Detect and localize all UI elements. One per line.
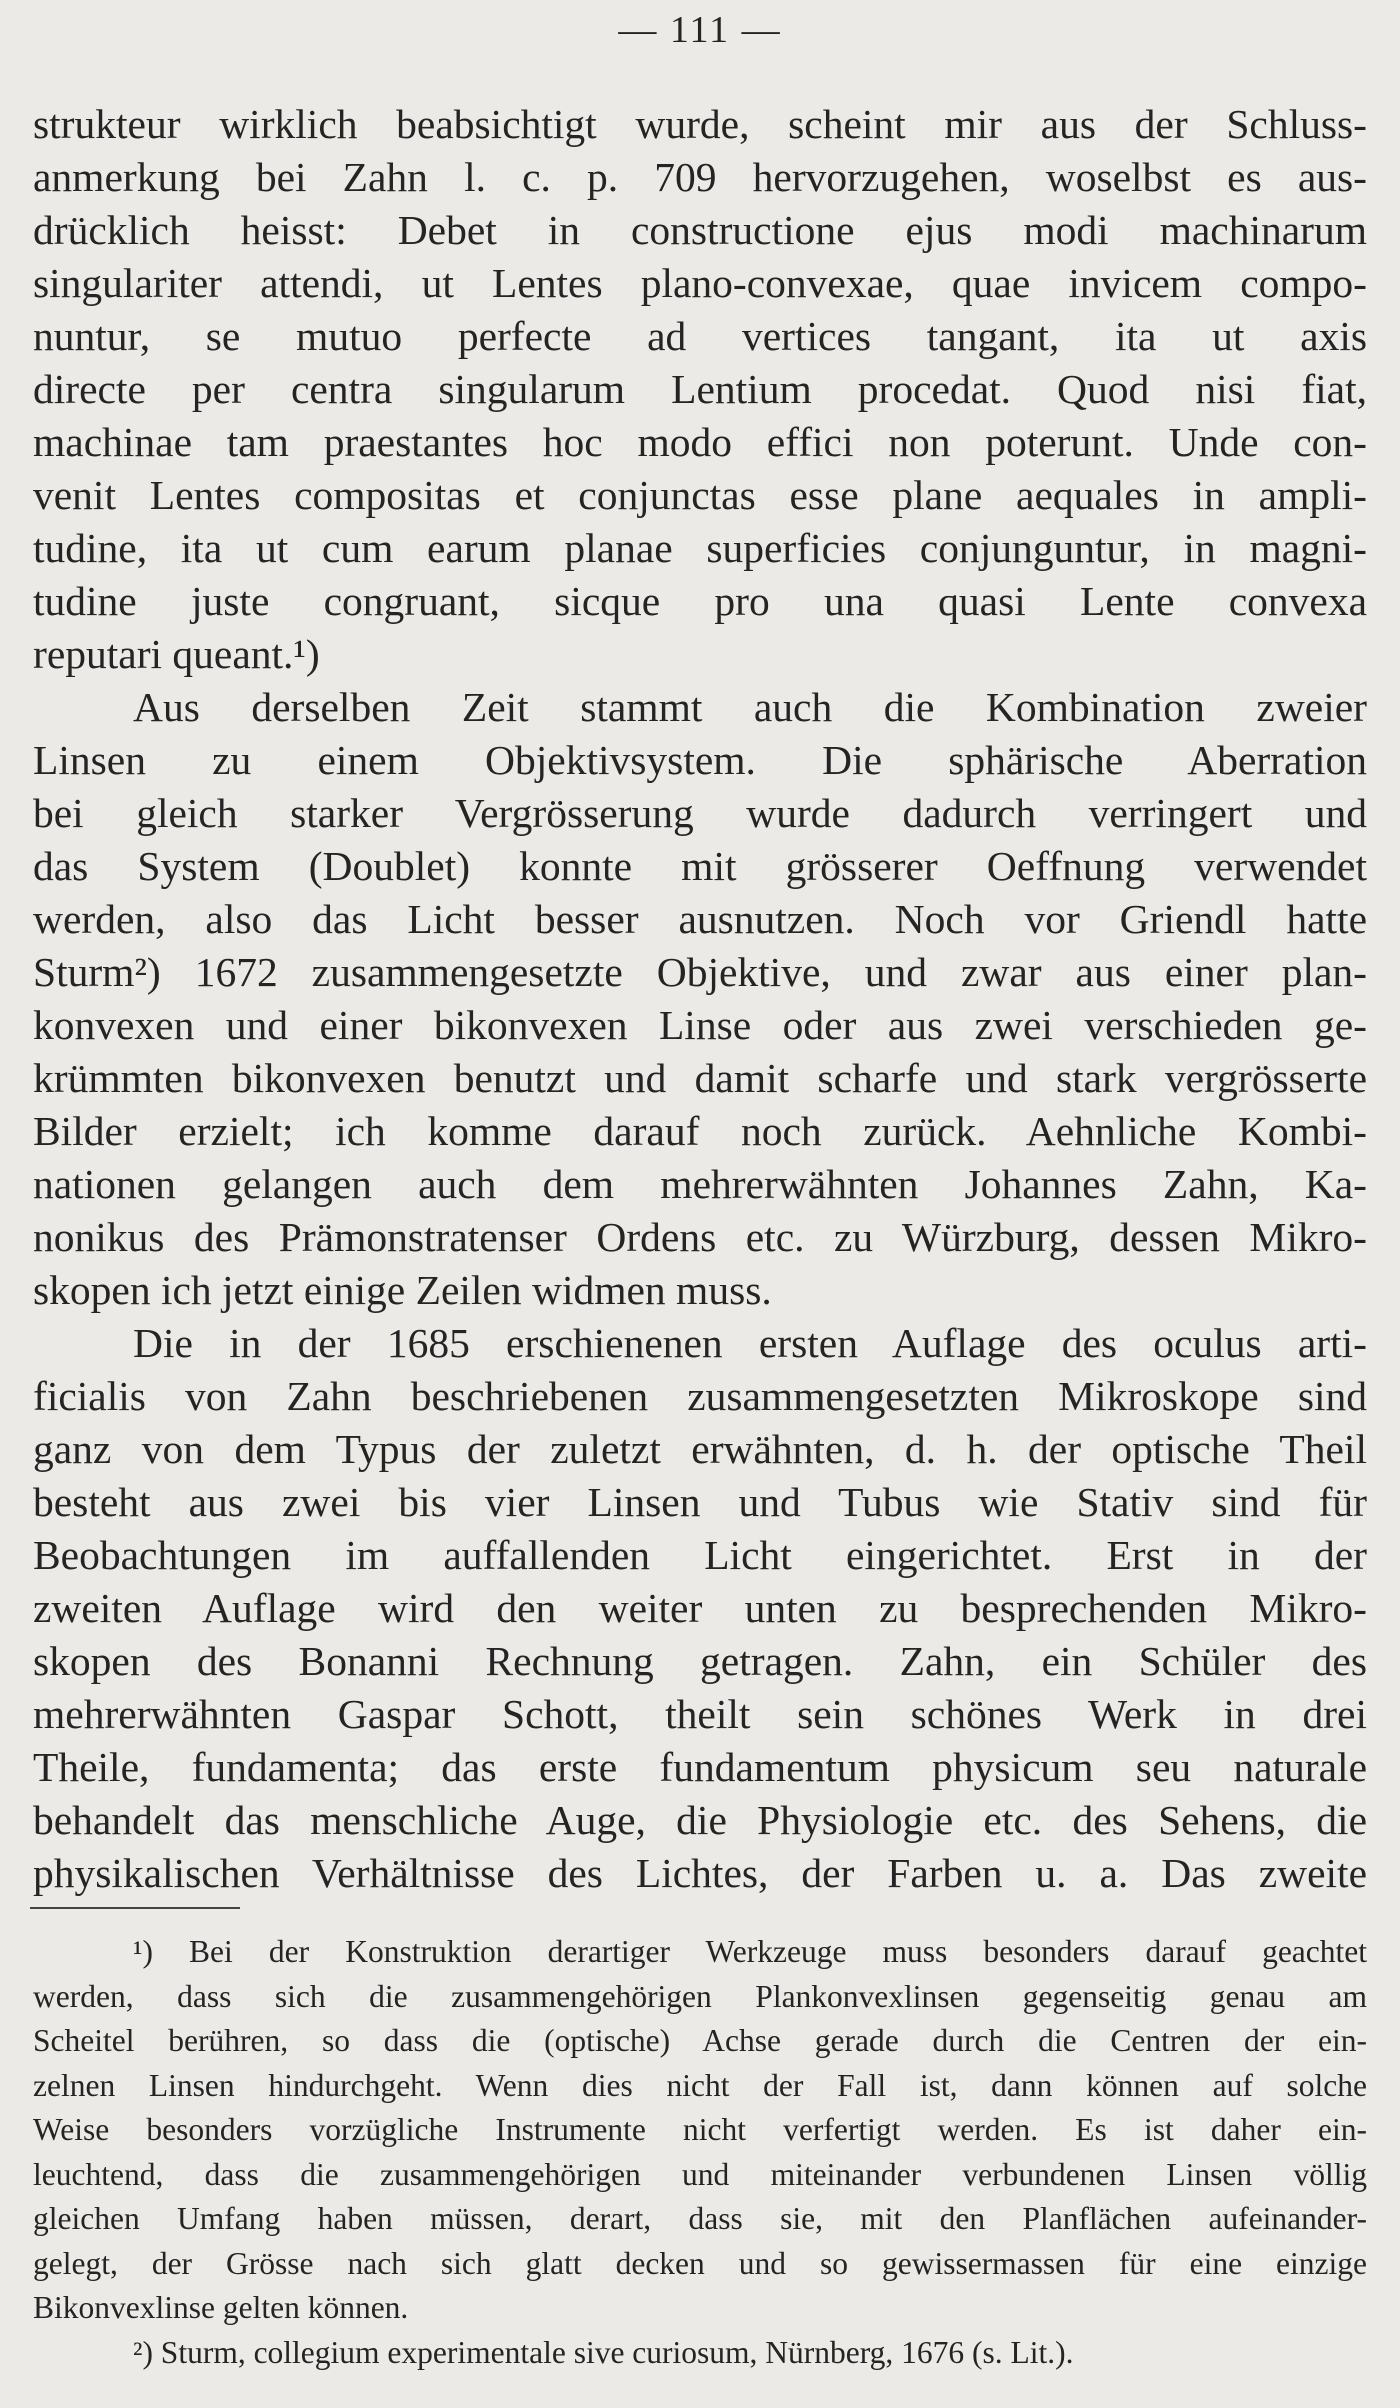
footnote-line: Weise besonders vorzügliche Instrumente nicht verfertigt werden. Es ist daher ein- — [33, 2112, 1367, 2147]
text-line: behandelt das menschliche Auge, die Physiologie etc. des Sehens, die — [33, 1797, 1367, 1843]
footnote-line: gleichen Umfang haben müssen, derart, dass sie, mit den Planflächen aufeinander- — [33, 2201, 1367, 2236]
footnote-line: gelegt, der Grösse nach sich glatt decken und so gewissermassen für eine einzige — [33, 2245, 1367, 2281]
text-line: Sturm²) 1672 zusammengesetzte Objektive, und zwar aus einer plan- — [33, 949, 1367, 995]
footnotes — [33, 1930, 1367, 2375]
text-line: tudine juste congruant, sicque pro una quasi Lente convexa — [33, 578, 1367, 624]
text-line: besteht aus zwei bis vier Linsen und Tubus wie Stativ sind für — [33, 1479, 1367, 1525]
text-line: reputari queant.¹) — [33, 631, 320, 677]
footnote-1 — [33, 1930, 1367, 2331]
text-line: strukteur wirklich beabsichtigt wurde, scheint mir aus der Schluss- — [33, 101, 1367, 147]
text-line: anmerkung bei Zahn l. c. p. 709 hervorzugehen, woselbst es aus- — [33, 154, 1367, 200]
text-line: Aus derselben Zeit stammt auch die Kombination zweier — [133, 684, 1367, 730]
text-line: skopen ich jetzt einige Zeilen widmen muss. — [33, 1267, 772, 1313]
footnote-line: werden, dass sich die zusammengehörigen Plankonvexlinsen gegenseitig genau am — [33, 1978, 1367, 2014]
text-line: das System (Doublet) konnte mit grösserer Oeffnung verwendet — [33, 843, 1367, 889]
text-line: Theile, fundamenta; das erste fundamentum physicum seu naturale — [33, 1744, 1367, 1790]
paragraph-2 — [33, 681, 1367, 1317]
text-line: physikalischen Verhältnisse des Lichtes, der Farben u. a. Das zweite — [33, 1850, 1367, 1896]
text-line: machinae tam praestantes hoc modo effici non poterunt. Unde con- — [33, 419, 1367, 465]
main-text — [33, 98, 1367, 1900]
text-line: venit Lentes compositas et conjunctas esse plane aequales in ampli- — [33, 472, 1367, 518]
text-line: Beobachtungen im auffallenden Licht eingerichtet. Erst in der — [33, 1532, 1367, 1578]
text-line: krümmten bikonvexen benutzt und damit scharfe und stark vergrösserte — [33, 1055, 1367, 1101]
text-line: Die in der 1685 erschienenen ersten Auflage des oculus arti- — [133, 1320, 1367, 1366]
footnote-2 — [33, 2331, 1367, 2376]
footnote-line: zelnen Linsen hindurchgeht. Wenn dies nicht der Fall ist, dann können auf solche — [33, 2067, 1367, 2103]
footnote-line: ²) Sturm, collegium experimentale sive curiosum, Nürnberg, 1676 (s. Lit.). — [133, 2334, 1074, 2370]
footnote-line: leuchtend, dass die zusammengehörigen und miteinander verbundenen Linsen völlig — [33, 2156, 1367, 2192]
text-line: tudine, ita ut cum earum planae superficies conjunguntur, in magni- — [33, 525, 1367, 571]
text-line: mehrerwähnten Gaspar Schott, theilt sein schönes Werk in drei — [33, 1691, 1367, 1737]
page-number: — 111 — — [618, 9, 782, 51]
text-line: Bilder erzielt; ich komme darauf noch zurück. Aehnliche Kombi- — [33, 1108, 1367, 1154]
text-line: ficialis von Zahn beschriebenen zusammengesetzten Mikroskope sind — [33, 1373, 1367, 1419]
footnote-line: Scheitel berühren, so dass die (optische) Achse gerade durch die Centren der ein- — [33, 2023, 1367, 2058]
footnote-line: Bikonvexlinse gelten können. — [33, 2290, 409, 2325]
footnote-divider — [30, 1907, 240, 1909]
text-line: directe per centra singularum Lentium procedat. Quod nisi fiat, — [33, 366, 1367, 412]
footnote-line: ¹) Bei der Konstruktion derartiger Werkzeuge muss besonders darauf geachtet — [133, 1934, 1367, 1969]
text-line: nonikus des Prämonstratenser Ordens etc. zu Würzburg, dessen Mikro- — [33, 1214, 1367, 1260]
text-line: Linsen zu einem Objektivsystem. Die sphärische Aberration — [33, 737, 1367, 783]
text-line: konvexen und einer bikonvexen Linse oder aus zwei verschieden ge- — [33, 1002, 1367, 1048]
text-line: nuntur, se mutuo perfecte ad vertices tangant, ita ut axis — [33, 313, 1367, 359]
text-line: drücklich heisst: Debet in constructione ejus modi machinarum — [33, 207, 1367, 253]
text-line: bei gleich starker Vergrösserung wurde dadurch verringert und — [33, 790, 1367, 836]
paragraph-1 — [33, 98, 1367, 681]
text-line: singulariter attendi, ut Lentes plano-convexae, quae invicem compo- — [33, 260, 1367, 306]
text-line: zweiten Auflage wird den weiter unten zu besprechenden Mikro- — [33, 1585, 1367, 1631]
paragraph-3 — [33, 1317, 1367, 1900]
text-line: ganz von dem Typus der zuletzt erwähnten, d. h. der optische Theil — [33, 1426, 1367, 1472]
text-line: werden, also das Licht besser ausnutzen. Noch vor Griendl hatte — [33, 896, 1367, 942]
text-line: nationen gelangen auch dem mehrerwähnten Johannes Zahn, Ka- — [33, 1161, 1367, 1207]
text-line: skopen des Bonanni Rechnung getragen. Zahn, ein Schüler des — [33, 1638, 1367, 1684]
